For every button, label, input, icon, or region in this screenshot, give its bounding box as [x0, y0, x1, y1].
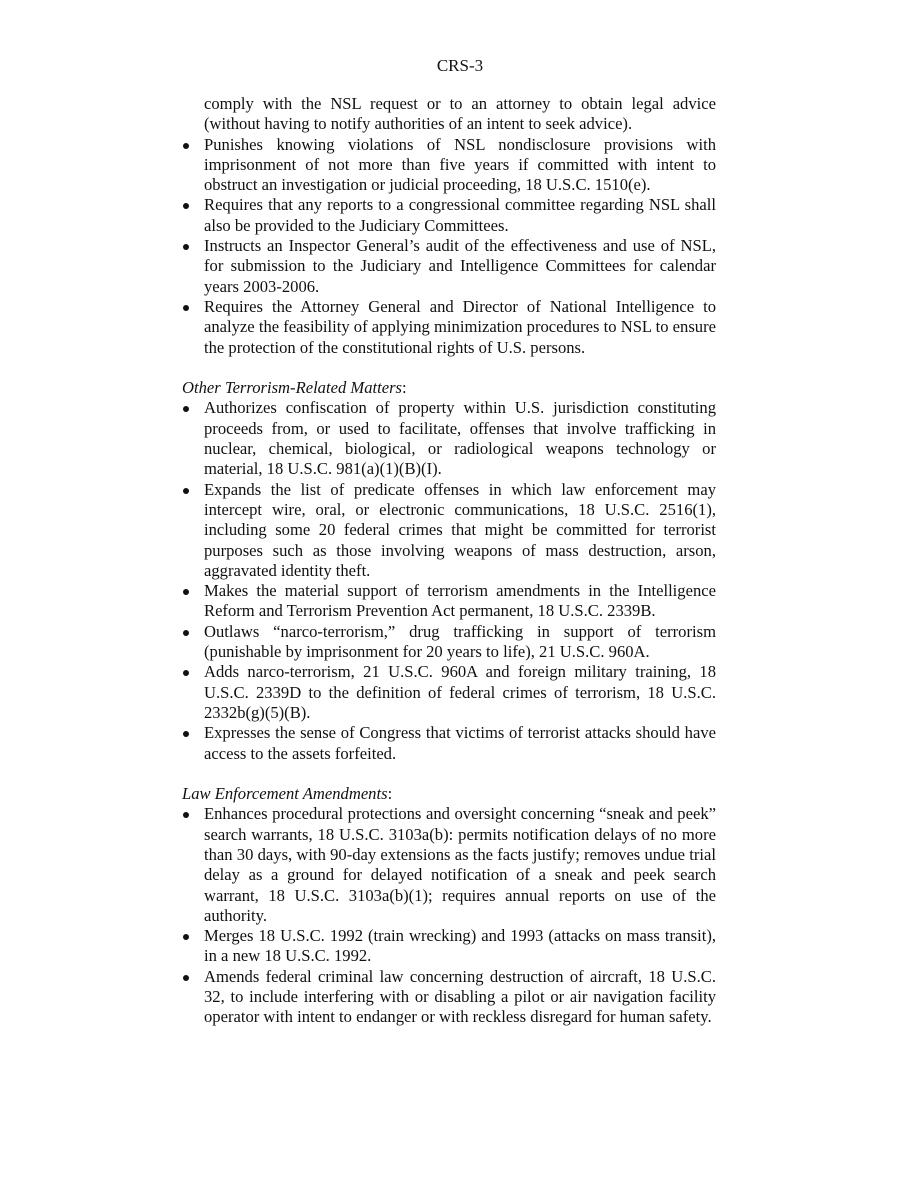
list-item-text: Punishes knowing violations of NSL nondisclosure provisions with imprisonment of not more than five years if committed with intent to obstruct an investigation or judicial proceeding, 18 U.S.C. 1510(e). — [204, 134, 716, 195]
law-enforcement-section-heading — [182, 784, 716, 804]
list-item-text: Adds narco-terrorism, 21 U.S.C. 960A and foreign military training, 18 U.S.C. 2339D to the definition of federal crimes of terrorism, 18 U.S.C. 2332b(g)(5)(B). — [204, 662, 716, 722]
list-item — [182, 195, 716, 236]
list-item-text: Merges 18 U.S.C. 1992 (train wrecking) and 1993 (attacks on mass transit), in a new 18 U.S.C. 1992. — [204, 926, 716, 966]
list-item — [182, 967, 716, 1028]
list-item-text: Requires the Attorney General and Director of National Intelligence to analyze the feasibility of applying minimization procedures to NSL to ensure the protection of the constitutional rights of U.S. persons. — [204, 296, 716, 357]
bullet-icon — [183, 143, 189, 149]
list-item-text: Expresses the sense of Congress that victims of terrorist attacks should have access to the assets forfeited. — [204, 723, 716, 763]
continued-bullet-text: comply with the NSL request or to an attorney to obtain legal advice (without having to notify authorities of an intent to seek advice). — [204, 94, 716, 134]
list-item-text: Instructs an Inspector General’s audit of the effectiveness and use of NSL, for submission to the Judiciary and Intelligence Committees for calendar years 2003-2006. — [204, 236, 716, 296]
bullet-icon — [183, 203, 189, 209]
list-item-text: Amends federal criminal law concerning destruction of aircraft, 18 U.S.C. 32, to include interfering with or disabling a pilot or air navigation facility operator with intent to endanger or with reckless disregard for human safety. — [204, 966, 716, 1027]
terrorism-matters-list — [182, 398, 716, 763]
list-item-text: Makes the material support of terrorism amendments in the Intelligence Reform and Terrorism Prevention Act permanent, 18 U.S.C. 2339B. — [204, 581, 716, 621]
list-item-text: Outlaws “narco-terrorism,” drug trafficking in support of terrorism (punishable by imprisonment for 20 years to life), 21 U.S.C. 960A. — [204, 621, 716, 662]
list-item — [182, 926, 716, 967]
bullet-icon — [183, 670, 189, 676]
bullet-icon — [183, 934, 189, 940]
list-item — [182, 398, 716, 479]
law-enforcement-list — [182, 804, 716, 1027]
list-item-text: Enhances procedural protections and oversight concerning “sneak and peek” search warrants, 18 U.S.C. 3103a(b): permits notification delays of no more than 30 days, with 90-day extensions as the facts justify; removes undue trial delay as a ground for delayed notification of a sneak and peek search warrant, 18 U.S.C. 3103a(b)(1); requires annual reports on use of the authority. — [204, 804, 716, 925]
page-number-header: CRS-3 — [436, 56, 484, 75]
section-heading-text: Law Enforcement Amendments — [182, 784, 388, 804]
bullet-icon — [183, 975, 189, 981]
list-item — [182, 723, 716, 764]
list-item — [182, 662, 716, 723]
bullet-icon — [183, 731, 189, 737]
heading-colon: : — [402, 378, 407, 398]
list-item — [182, 804, 716, 926]
list-item-text: Requires that any reports to a congressional committee regarding NSL shall also be provided to the Judiciary Committees. — [204, 195, 716, 235]
bullet-icon — [183, 488, 189, 494]
bullet-icon — [183, 406, 189, 412]
list-item — [182, 480, 716, 581]
list-item — [182, 622, 716, 663]
list-item-text: Expands the list of predicate offenses in which law enforcement may intercept wire, oral, or electronic communications, 18 U.S.C. 2516(1), including some 20 federal crimes that might be committed for terrorist purposes such as those involving weapons of mass destruction, arson, aggravated identity theft. — [204, 479, 716, 580]
list-item — [182, 581, 716, 622]
bullet-icon — [183, 589, 189, 595]
bullet-icon — [183, 305, 189, 311]
list-item-text: Authorizes confiscation of property within U.S. jurisdiction constituting proceeds from, or used to facilitate, offenses that involve trafficking in nuclear, chemical, biological, or radiological weapons technology or material, 18 U.S.C. 981(a)(1)(B)(I). — [204, 398, 716, 479]
document-body — [182, 94, 716, 1028]
heading-colon: : — [387, 784, 393, 804]
bullet-icon — [183, 630, 189, 636]
terrorism-section-heading — [182, 378, 716, 398]
list-item — [182, 236, 716, 297]
bullet-icon — [183, 244, 189, 250]
list-item — [182, 297, 716, 358]
section-heading-text: Other Terrorism-Related Matters — [182, 378, 403, 398]
nsl-provisions-list — [182, 135, 716, 358]
list-item — [182, 135, 716, 196]
bullet-icon — [183, 812, 189, 818]
